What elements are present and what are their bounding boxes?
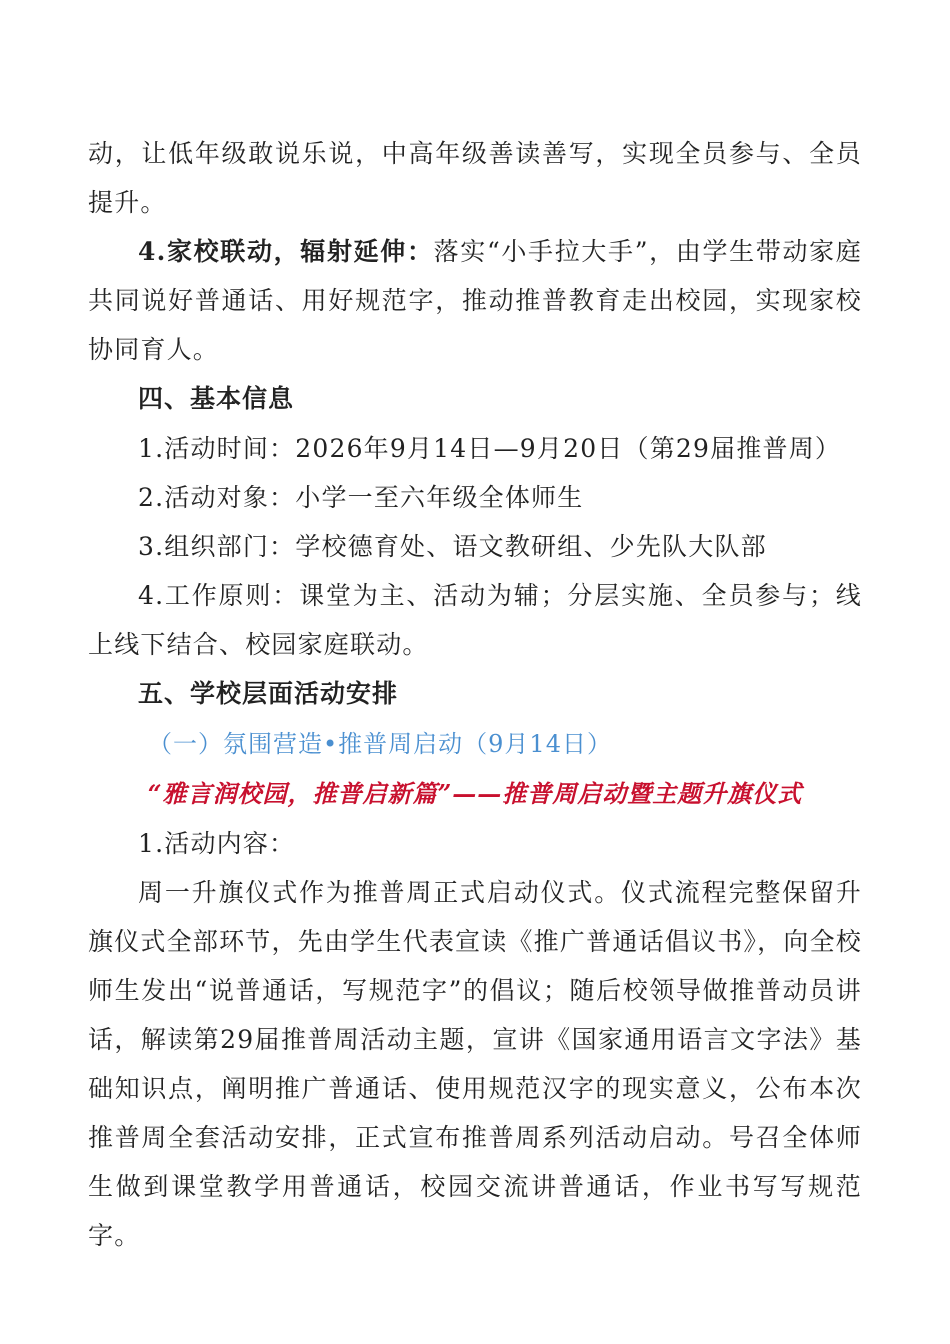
paragraph-continued: 动，让低年级敢说乐说，中高年级善读善写，实现全员参与、全员提升。 xyxy=(88,139,862,217)
info-item-principle: 4.工作原则：课堂为主、活动为辅；分层实施、全员参与；线上线下结合、校园家庭联动。 xyxy=(88,581,862,659)
event-title: “雅言润校园，推普启新篇”——推普周启动暨主题升旗仪式 xyxy=(147,779,803,808)
content-label: 1.活动内容： xyxy=(138,829,296,858)
info-item-time: 1.活动时间：2026年9月14日—9月20日（第29届推普周） xyxy=(138,434,842,463)
section-heading-school-activities: 五、学校层面活动安排 xyxy=(138,679,399,708)
content-paragraph: 周一升旗仪式作为推普周正式启动仪式。仪式流程完整保留升旗仪式全部环节，先由学生代表宣读《推广普通话倡议书》，向全校师生发出“说普通话，写规范字”的倡议；随后校领导做推普动员讲话，解读第29届推普周活动主题，宣讲《国家通用语言文字法》基础知识点，阐明推广普通话、使用规范汉字的现实意义，公布本次推普周全套活动安排，正式宣布推普周系列活动启动。号召全体师生做到课堂教学用普通话，校园交流讲普通话，作业书写写规范字。 xyxy=(88,878,862,1250)
paragraph-home-school xyxy=(88,227,862,374)
sub-heading-launch: （一）氛围营造•推普周启动（9月14日） xyxy=(148,730,612,758)
paragraph-body: 落实“小手拉大手”，由学生带动家庭共同说好普通话、用好规范字，推动推普教育走出校园，实现家校协同育人。 xyxy=(88,237,862,364)
paragraph-lead-bold: 4.家校联动，辐射延伸： xyxy=(138,237,434,266)
info-item-audience: 2.活动对象：小学一至六年级全体师生 xyxy=(138,483,584,512)
section-heading-basic-info: 四、基本信息 xyxy=(138,384,295,413)
info-item-organizer: 3.组织部门：学校德育处、语文教研组、少先队大队部 xyxy=(138,532,767,561)
